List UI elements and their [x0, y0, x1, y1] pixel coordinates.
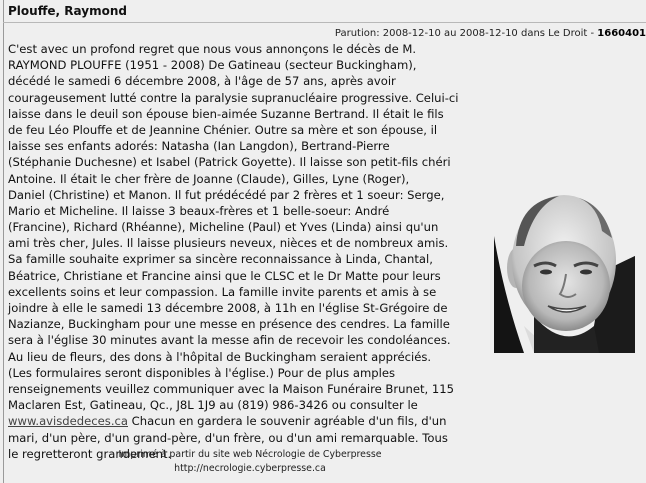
body-line: (Les formulaires seront disponibles à l'église.) Pour de plus amples [8, 365, 396, 380]
body-line: laisse dans le deuil son épouse bien-aimée Suzanne Bertrand. Il était le fils [8, 106, 444, 121]
obituary-title: Plouffe, Raymond [8, 4, 127, 18]
body-line: Béatrice, Christiane et Francine ainsi que le CLSC et le Dr Matte pour leurs [8, 268, 441, 283]
body-line: renseignements veuillez communiquer avec la Maison Funéraire Brunet, 115 [8, 381, 454, 396]
publication-info [335, 28, 646, 39]
body-line: le regretteront grandement. [8, 446, 172, 461]
publication-dates: Parution: 2008-12-10 au 2008-12-10 dans Le Droit - [334, 28, 598, 39]
body-line: Sa famille souhaite exprimer sa sincère reconnaissance à Linda, Chantal, [8, 252, 433, 267]
body-line: Antoine. Il était le cher frère de Joanne (Claude), Gilles, Lyne (Roger), [8, 171, 410, 186]
footer-url[interactable]: http://necrologie.cyberpresse.ca [174, 463, 326, 474]
body-line: Mario et Micheline. Il laisse 3 beaux-frères et 1 belle-soeur: André [8, 203, 390, 218]
print-footer [0, 448, 500, 476]
left-border [3, 0, 4, 483]
body-line: RAYMOND PLOUFFE (1951 - 2008) De Gatineau (secteur Buckingham), [8, 58, 417, 73]
body-line: (Francine), Richard (Rhéanne), Micheline (Paul) et Yves (Linda) ainsi qu'un [8, 220, 439, 235]
body-line: (Stéphanie Duchesne) et Isabel (Patrick Goyette). Il laisse son petit-fils chéri [8, 155, 451, 170]
body-line [8, 413, 492, 429]
obituary-body [8, 41, 492, 462]
body-line: Nazianze, Buckingham pour une messe en présence des cendres. La famille [8, 317, 450, 332]
body-line: sera à l'église 30 minutes avant la messe afin de recevoir les condoléances. [8, 333, 451, 348]
avisdedeces-link[interactable]: www.avisdedeces.ca [8, 414, 128, 429]
body-line: de feu Léo Plouffe et de Jeannine Chénier. Outre sa mère et son épouse, il [8, 122, 438, 137]
body-line: excellents soins et leur compassion. La famille invite parents et amis à se [8, 284, 437, 299]
body-line: décédé le samedi 6 décembre 2008, à l'âge de 57 ans, après avoir [8, 74, 396, 89]
body-line: joindre à elle le samedi 13 décembre 2008, à 11h en l'église St-Grégoire de [8, 301, 448, 315]
body-line: ami très cher, Jules. Il laisse plusieurs neveux, nièces et de nombreux amis. [8, 236, 449, 251]
body-line: Maclaren Est, Gatineau, Qc., J8L 1J9 au (819) 986-3426 ou consulter le [8, 398, 418, 413]
footer-source: Imprimé à partir du site web Nécrologie de Cyberpresse [118, 449, 382, 460]
body-line-text: Chacun en gardera le souvenir agréable d'un fils, d'un [128, 414, 447, 429]
body-line: courageusement lutté contre la paralysie supranucléaire progressive. Celui-ci [8, 90, 459, 105]
body-line: mari, d'un père, d'un grand-père, d'un frère, ou d'un ami remarquable. Tous [8, 430, 448, 445]
body-line: Au lieu de fleurs, des dons à l'hôpital de Buckingham seraient appréciés. [8, 349, 432, 364]
body-line: Daniel (Christine) et Manon. Il fut prédécédé par 2 frères et 1 soeur: Serge, [8, 187, 445, 202]
body-line: laisse ses enfants adorés: Natasha (Ian Langdon), Bertrand-Pierre [8, 139, 390, 154]
notice-number: 1660401 [597, 28, 646, 39]
portrait-photo [494, 176, 635, 353]
portrait-icon [494, 176, 635, 353]
title-divider [3, 22, 646, 23]
body-line: C'est avec un profond regret que nous vous annonçons le décès de M. [8, 42, 417, 56]
